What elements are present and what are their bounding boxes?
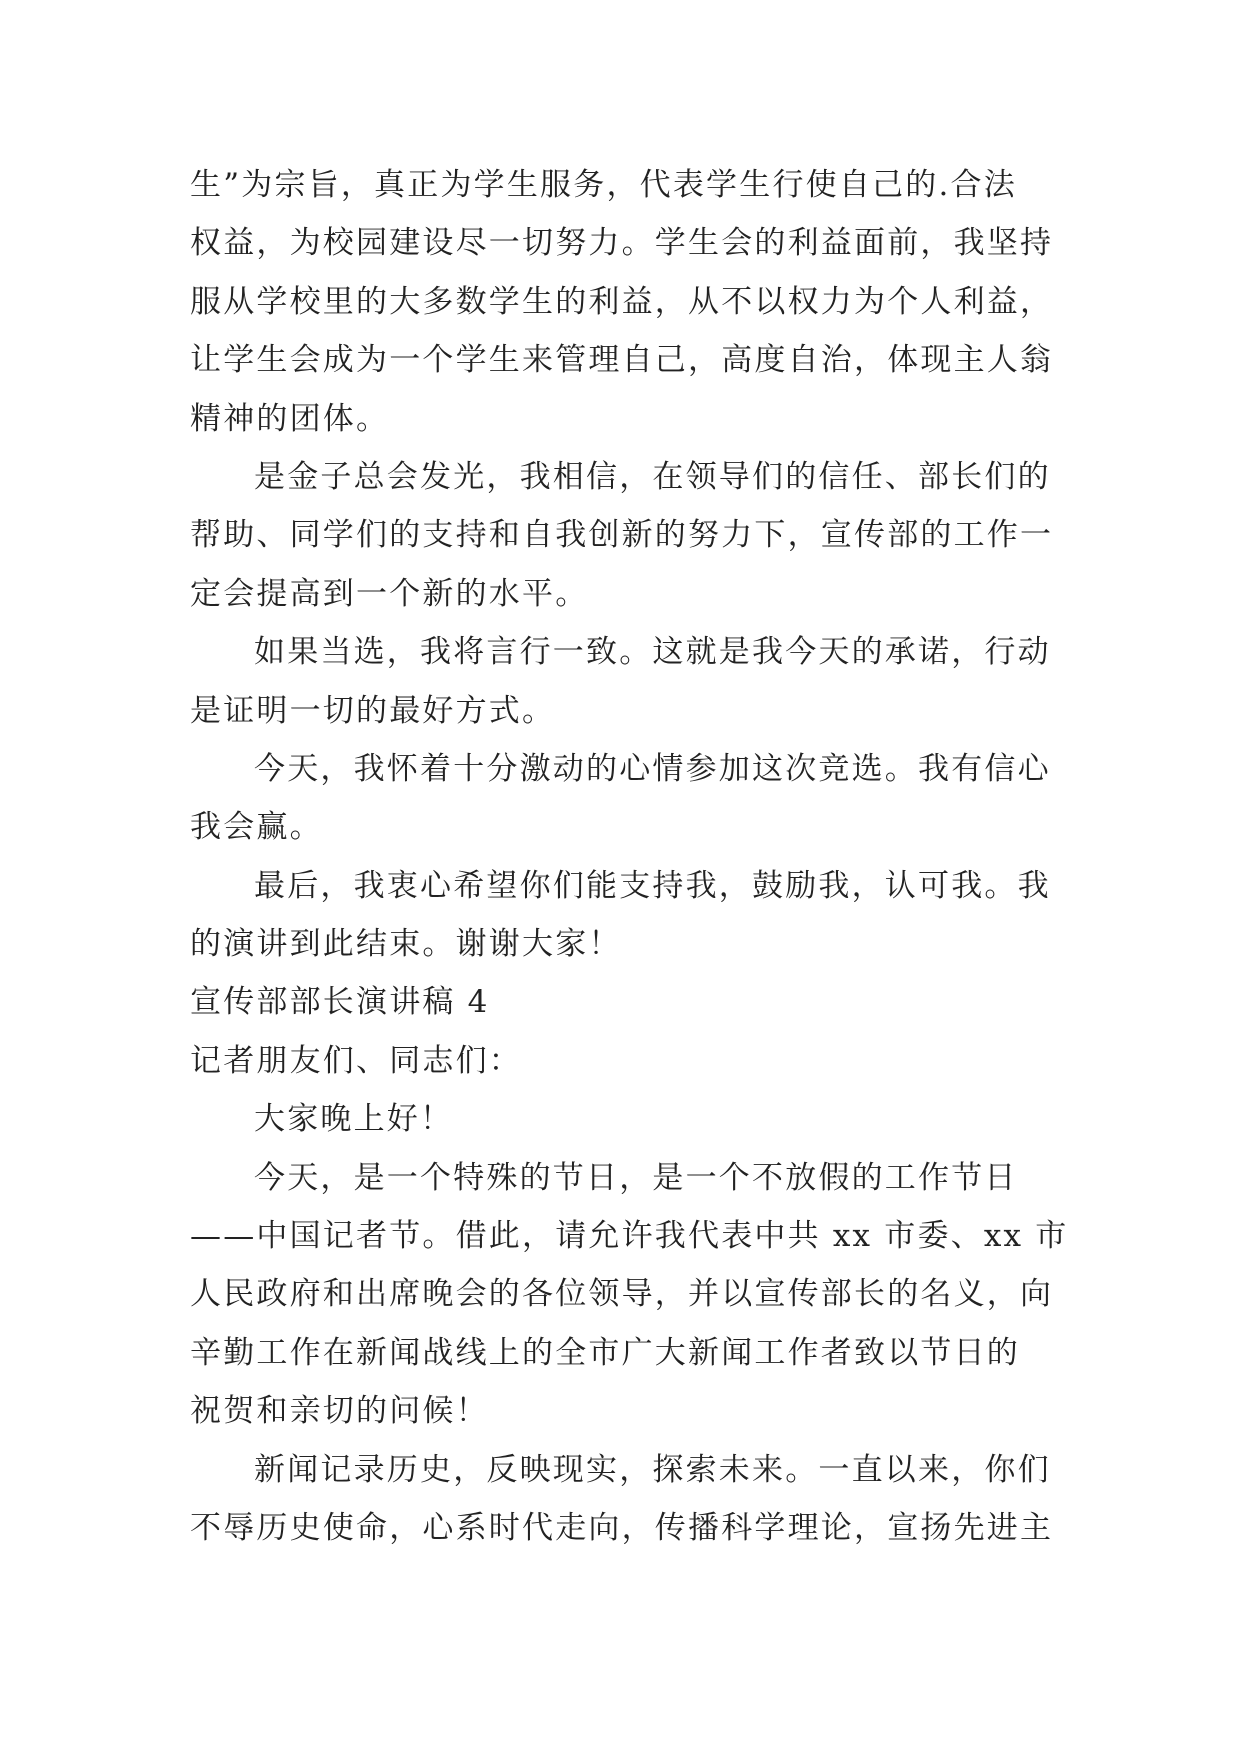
- text-line: 生”为宗旨，真正为学生服务，代表学生行使自己的.合法: [190, 167, 1017, 203]
- text-line: 不辱历史使命，心系时代走向，传播科学理论，宣扬先进主: [190, 1509, 1054, 1546]
- text-line: 是金子总会发光，我相信，在领导们的信任、部长们的: [254, 458, 1051, 495]
- text-line: 让学生会成为一个学生来管理自己，高度自治，体现主人翁: [190, 342, 1054, 379]
- section-heading: 宣传部部长演讲稿 4: [190, 984, 490, 1021]
- text-line: 服从学校里的大多数学生的利益，从不以权力为个人利益，: [190, 283, 1054, 320]
- text-line: 如果当选，我将言行一致。这就是我今天的承诺，行动: [254, 634, 1051, 671]
- text-line: ——中国记者节。借此，请允许我代表中共 xx 市委、xx 市: [190, 1218, 1069, 1255]
- text-line: 我会赢。: [190, 809, 323, 846]
- text-line: 帮助、同学们的支持和自我创新的努力下，宣传部的工作一: [190, 517, 1054, 554]
- text-line: 是证明一切的最好方式。: [190, 692, 556, 729]
- text-line: 权益，为校园建设尽一切努力。学生会的利益面前，我坚持: [190, 225, 1054, 262]
- text-line: 今天，我怀着十分激动的心情参加这次竞选。我有信心: [254, 750, 1051, 787]
- text-line: 祝贺和亲切的问候！: [190, 1393, 489, 1430]
- text-line: 今天，是一个特殊的节日，是一个不放假的工作节日: [254, 1159, 1018, 1196]
- text-line: 大家晚上好！: [254, 1101, 454, 1138]
- text-line: 人民政府和出席晚会的各位领导，并以宣传部长的名义，向: [190, 1276, 1054, 1313]
- text-line: 的演讲到此结束。谢谢大家！: [190, 926, 622, 963]
- text-line: 辛勤工作在新闻战线上的全市广大新闻工作者致以节日的: [190, 1334, 1020, 1371]
- text-line: 最后，我衷心希望你们能支持我，鼓励我，认可我。我: [254, 867, 1051, 904]
- text-line: 新闻记录历史，反映现实，探索未来。一直以来，你们: [254, 1451, 1051, 1488]
- text-line: 精神的团体。: [190, 400, 390, 437]
- text-line: 定会提高到一个新的水平。: [190, 575, 589, 612]
- document-body: [190, 156, 1069, 1557]
- text-line: 记者朋友们、同志们：: [190, 1042, 522, 1079]
